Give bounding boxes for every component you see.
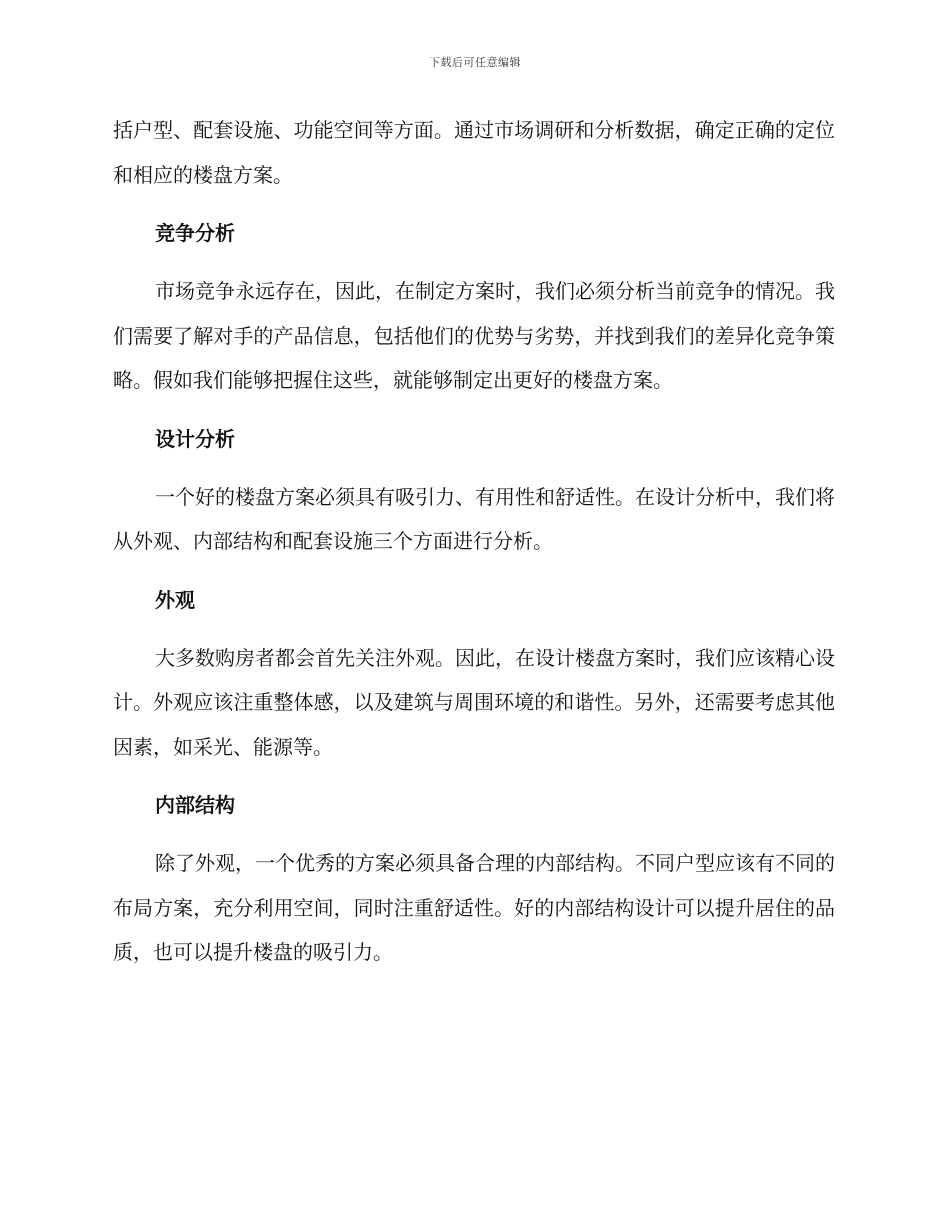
section-heading-design: 设计分析 [155, 426, 235, 451]
section-paragraph-competition: 市场竞争永远存在，因此，在制定方案时，我们必须分析当前竞争的情况。我们需要了解对手的产品信息，包括他们的优势与劣势，并找到我们的差异化竞争策略。假如我们能够把握住这些，就能够制定出更好的楼盘方案。 [113, 279, 835, 392]
intro-paragraph: 括户型、配套设施、功能空间等方面。通过市场调研和分析数据，确定正确的定位和相应的楼盘方案。 [113, 118, 835, 187]
section-heading-interior: 内部结构 [155, 793, 235, 817]
section-paragraph-interior: 除了外观，一个优秀的方案必须具备合理的内部结构。不同户型应该有不同的布局方案，充分利用空间，同时注重舒适性。好的内部结构设计可以提升居住的品质，也可以提升楼盘的吸引力。 [113, 851, 835, 964]
section-paragraph-exterior: 大多数购房者都会首先关注外观。因此，在设计楼盘方案时，我们应该精心设计。外观应该注重整体感，以及建筑与周围环境的和谐性。另外，还需要考虑其他因素，如采光、能源等。 [113, 645, 835, 759]
section-heading-competition: 竞争分析 [155, 221, 235, 245]
document-body [113, 108, 835, 975]
section-paragraph-design: 一个好的楼盘方案必须具有吸引力、有用性和舒适性。在设计分析中，我们将从外观、内部结构和配套设施三个方面进行分析。 [113, 484, 835, 553]
section-heading-exterior: 外观 [155, 587, 195, 612]
page-header: 下载后可任意编辑 [429, 56, 521, 69]
